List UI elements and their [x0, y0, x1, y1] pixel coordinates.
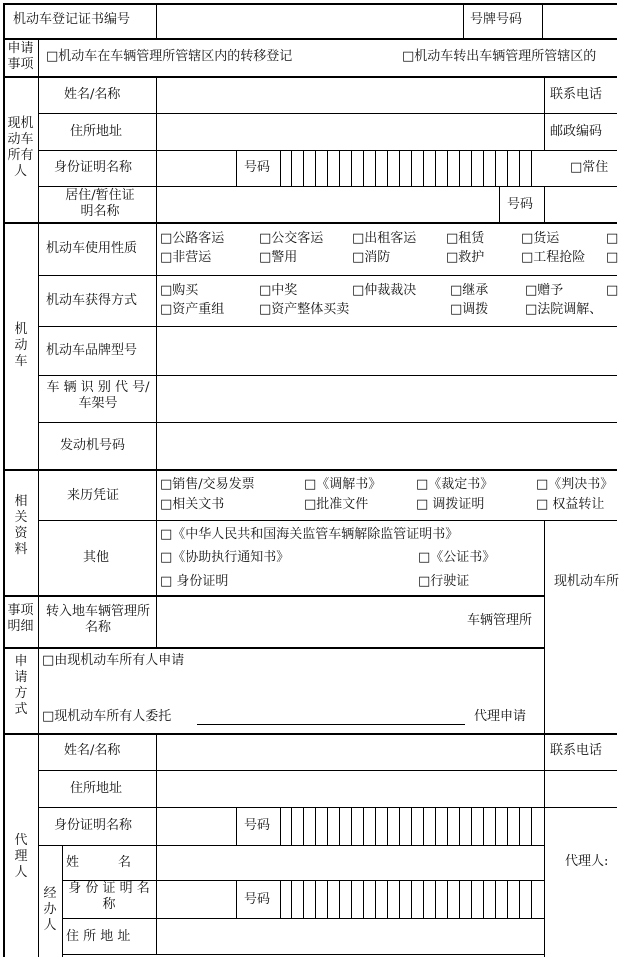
license-option[interactable]: □行驶证	[418, 574, 470, 589]
acquire-option[interactable]: □资产整体买卖	[259, 302, 350, 317]
usage-option[interactable]: □非营运	[160, 250, 212, 265]
owner-postcode-label: 邮政编码	[550, 124, 603, 139]
handler-section-label: 经办人	[43, 886, 57, 933]
rule	[463, 3, 464, 38]
rule	[3, 733, 617, 735]
acquire-label: 机动车获得方式	[46, 293, 138, 308]
office-suffix: 车辆管理所	[467, 613, 533, 628]
usage-option[interactable]: □消防	[352, 250, 391, 265]
origin-proof-label: 来历凭证	[67, 488, 120, 503]
agent-name-label: 姓名/名称	[64, 743, 121, 758]
rule	[3, 647, 544, 649]
rule	[156, 733, 157, 954]
rule	[38, 375, 617, 376]
rule	[38, 186, 617, 187]
acquire-option[interactable]: □继承	[450, 283, 489, 298]
rule	[38, 38, 39, 957]
origin-option[interactable]: □《判决书》	[536, 477, 614, 492]
usage-label: 机动车使用性质	[46, 241, 138, 256]
agent-id-number-label: 号码	[244, 818, 271, 833]
usage-option[interactable]: □警用	[259, 250, 298, 265]
rule	[3, 76, 617, 78]
rule	[236, 880, 237, 918]
usage-option[interactable]: □公路客运	[160, 231, 225, 246]
agent-signature-label: 代理人:	[565, 854, 609, 869]
rule	[499, 186, 500, 222]
method-section-label: 申请方式	[14, 654, 28, 717]
acquire-option[interactable]: □赠予	[525, 283, 564, 298]
agent-section-label: 代理人	[14, 833, 28, 880]
acquire-option[interactable]: □	[606, 283, 619, 298]
rule	[38, 275, 617, 276]
cert-number-label: 机动车登记证书编号	[13, 12, 131, 27]
apply-out-district-option[interactable]: □机动车转出车辆管理所管辖区的	[402, 49, 597, 64]
owner-address-label: 住所地址	[70, 124, 123, 139]
rule	[542, 3, 543, 38]
id-proof-option[interactable]: □ 身份证明	[160, 574, 229, 589]
acquire-option[interactable]: □仲裁裁决	[352, 283, 417, 298]
usage-option[interactable]: □货运	[521, 231, 560, 246]
notary-option[interactable]: □《公证书》	[418, 550, 496, 565]
rule	[3, 222, 617, 224]
entrust-blank-line[interactable]	[197, 724, 465, 725]
owner-name-label: 姓名/名称	[64, 87, 121, 102]
handler-id-number-boxes[interactable]	[280, 880, 532, 918]
usage-option[interactable]: □出租客运	[352, 231, 417, 246]
rule	[3, 469, 617, 471]
rule	[38, 845, 544, 846]
origin-option[interactable]: □相关文书	[160, 497, 225, 512]
usage-option[interactable]: □	[606, 250, 619, 265]
apply-in-district-option[interactable]: □机动车在车辆管理所管辖区内的转移登记	[46, 49, 293, 64]
other-docs-label: 其他	[83, 550, 110, 565]
vehicle-section-label: 机动车	[14, 322, 28, 369]
rule	[38, 422, 617, 423]
acquire-option[interactable]: □资产重组	[160, 302, 225, 317]
origin-option[interactable]: □《裁定书》	[416, 477, 494, 492]
handler-address-label: 住 所 地 址	[66, 929, 131, 944]
rule	[544, 186, 545, 222]
owner-id-type-label: 身份证明名称	[54, 160, 133, 175]
rule	[3, 3, 617, 5]
agent-id-number-boxes[interactable]	[280, 807, 532, 845]
entrust-option[interactable]: □现机动车所有人委托	[42, 709, 172, 724]
usage-option[interactable]: □工程抢险	[521, 250, 586, 265]
plate-number-label: 号牌号码	[470, 12, 523, 27]
origin-option[interactable]: □批准文件	[304, 497, 369, 512]
assist-notice-option[interactable]: □《协助执行通知书》	[160, 550, 290, 565]
transfer-office-label: 转入地车辆管理所名称	[45, 604, 150, 635]
owner-resident-checkbox[interactable]: □常住	[570, 160, 609, 175]
usage-option[interactable]: □	[606, 231, 619, 246]
origin-option[interactable]: □ 权益转让	[536, 497, 605, 512]
rule	[236, 807, 237, 845]
rule	[156, 595, 157, 647]
rule	[38, 520, 617, 521]
owner-id-number-boxes[interactable]	[280, 150, 532, 186]
usage-option[interactable]: □租赁	[446, 231, 485, 246]
agent-address-label: 住所地址	[70, 781, 123, 796]
rule	[3, 595, 544, 597]
owner-apply-option[interactable]: □由现机动车所有人申请	[42, 653, 185, 668]
agent-id-type-label: 身份证明名称	[54, 818, 133, 833]
owner-residence-cert-label: 居住/暂住证明名称	[65, 188, 135, 219]
rule	[38, 113, 617, 114]
brand-model-label: 机动车品牌型号	[46, 343, 138, 358]
engine-number-label: 发动机号码	[60, 438, 126, 453]
documents-section-label: 相关资料	[14, 494, 28, 557]
handler-id-number-label: 号码	[244, 892, 271, 907]
rule	[544, 520, 545, 733]
rule	[62, 918, 544, 919]
origin-option[interactable]: □《调解书》	[304, 477, 382, 492]
rule	[236, 150, 237, 186]
rule	[38, 770, 617, 771]
origin-option[interactable]: □销售/交易发票	[160, 477, 255, 492]
rule	[156, 3, 157, 38]
rule	[544, 733, 545, 957]
rule	[544, 76, 545, 150]
owner-section-label: 现机动车所有人	[7, 116, 34, 179]
rule	[3, 38, 617, 40]
rule	[38, 326, 617, 327]
usage-option[interactable]: □公交客运	[259, 231, 324, 246]
agent-apply-suffix: 代理申请	[474, 709, 527, 724]
usage-option[interactable]: □救护	[446, 250, 485, 265]
customs-cert-option[interactable]: □《中华人民共和国海关监管车辆解除监管证明书》	[160, 527, 459, 542]
rule	[62, 845, 63, 957]
acquire-option[interactable]: □中奖	[259, 283, 298, 298]
owner-phone-label: 联系电话	[550, 87, 603, 102]
origin-option[interactable]: □ 调拨证明	[416, 497, 485, 512]
owner-residence-number-label: 号码	[507, 197, 534, 212]
agent-phone-label: 联系电话	[550, 743, 603, 758]
owner-signature-label: 现机动车所	[554, 574, 619, 589]
owner-id-number-label: 号码	[244, 160, 271, 175]
handler-name-label: 姓 名	[66, 855, 132, 870]
detail-section-label: 事项明细	[7, 603, 34, 634]
acquire-option[interactable]: □购买	[160, 283, 199, 298]
handler-id-type-label: 身 份 证 明 名 称	[68, 881, 150, 912]
vin-label: 车 辆 识 别 代 号/车架号	[46, 380, 150, 411]
apply-item-label: 申请事项	[7, 41, 34, 72]
rule	[156, 76, 157, 595]
acquire-option[interactable]: □调拨	[450, 302, 489, 317]
rule	[62, 954, 544, 955]
acquire-option[interactable]: □法院调解、	[525, 302, 603, 317]
